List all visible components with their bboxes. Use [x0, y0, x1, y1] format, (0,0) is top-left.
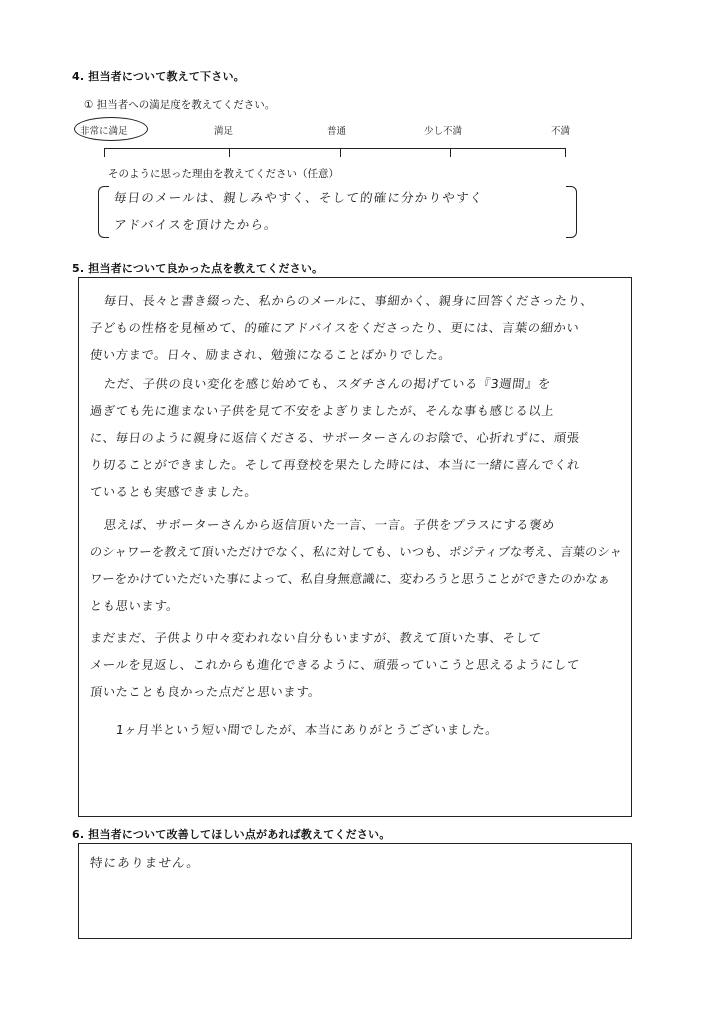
reason-line: 毎日のメールは、親しみやすく、そして的確に分かりやすく	[113, 190, 485, 205]
scale-line	[104, 148, 566, 149]
scale-option-slightly-dissatisfied: 少し不満	[424, 126, 463, 137]
answer-line: 1ヶ月半という短い間でしたが、本当にありがとうございました。	[115, 723, 500, 737]
scale-tick	[229, 148, 230, 157]
reason-label: そのように思った理由を教えてください（任意）	[108, 168, 339, 180]
scale-tick	[340, 148, 341, 157]
section-5-heading: 5. 担当者について良かった点を教えてください。	[72, 262, 324, 275]
answer-line: とも思います。	[89, 599, 180, 613]
answer-line: 毎日、長々と書き綴った、私からのメールに、事細かく、親身に回答くださったり、	[103, 294, 595, 308]
answer-line: 頂いたことも良かった点だと思います。	[89, 685, 322, 699]
reason-bracket-right	[566, 186, 577, 238]
improvement-answer-line: 特にありません。	[89, 855, 202, 870]
reason-line: アドバイスを頂けたから。	[113, 217, 279, 232]
answer-line: 子どもの性格を見極めて、的確にアドバイスをくださったり、更には、言葉の細かい	[89, 321, 581, 335]
reason-bracket-left	[98, 186, 109, 238]
section-6-heading: 6. 担当者について改善してほしい点があれば教えてください。	[72, 828, 391, 841]
scale-tick	[565, 148, 566, 157]
scale-option-dissatisfied: 不満	[551, 126, 571, 137]
answer-line: に、毎日のように親身に返信くださる、サポーターさんのお陰で、心折れずに、頑張	[89, 431, 581, 445]
section-4-heading: 4. 担当者について教えて下さい。	[72, 70, 245, 83]
answer-line: 過ぎても先に進まない子供を見て不安をよぎりましたが、そんな事も感じる以上	[89, 404, 555, 418]
scale-option-neutral: 普通	[327, 126, 347, 137]
answer-line: ただ、子供の良い変化を感じ始めても、スダチさんの掲げている『3週間』を	[103, 377, 552, 391]
scale-option-satisfied: 満足	[214, 126, 234, 137]
answer-line: 使い方まで。日々、励まされ、勉強になることばかりでした。	[89, 348, 453, 362]
answer-line: ワーをかけていただいた事によって、私自身無意識に、変わろうと思うことができたのかなぁ	[89, 572, 612, 586]
answer-line: のシャワーを教えて頂いただけでなく、私に対しても、いつも、ポジティブな考え、言葉のシャ	[89, 545, 623, 559]
answer-line: 思えば、サポーターさんから返信頂いた一言、一言。子供をプラスにする褒め	[103, 518, 556, 532]
answer-line: まだまだ、子供より中々変われない自分もいますが、教えて頂いた事、そして	[89, 631, 543, 645]
satisfaction-question: ① 担当者への満足度を教えてください。	[84, 99, 276, 111]
answer-line: メールを見返し、これからも進化できるように、頑張っていこうと思えるようにして	[89, 658, 581, 672]
scale-option-very-satisfied: 非常に満足	[80, 126, 128, 137]
scale-tick	[450, 148, 451, 157]
answer-line: ているとも実感できました。	[89, 485, 259, 499]
scale-tick	[104, 148, 105, 157]
answer-line: り切ることができました。そして再登校を果たした時には、本当に一緒に喜んでくれ	[89, 458, 581, 472]
